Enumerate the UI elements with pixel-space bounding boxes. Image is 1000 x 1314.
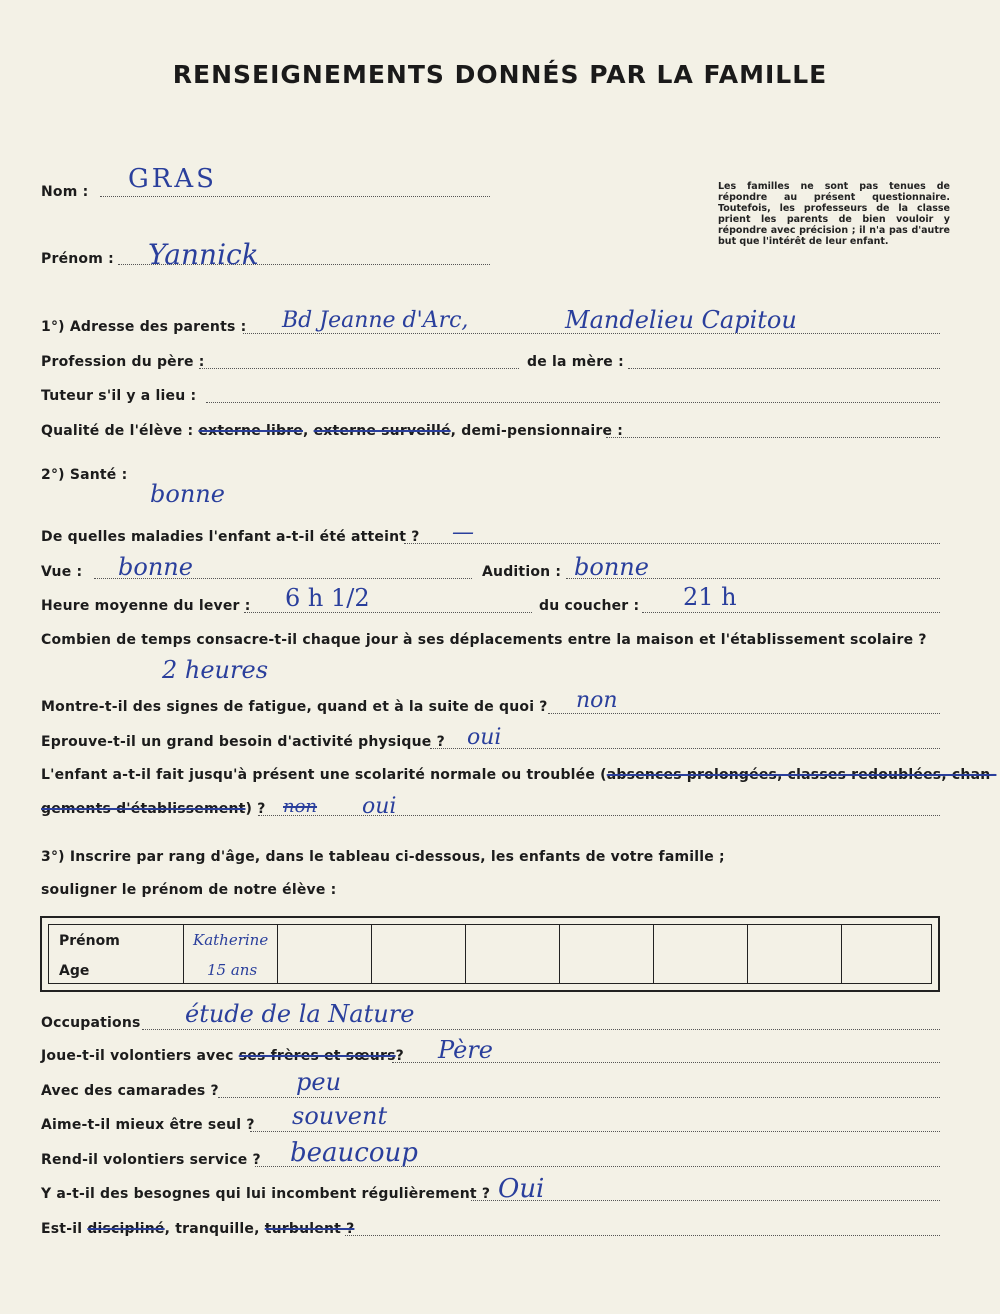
- joue-label-a: Joue-t-il volontiers avec: [41, 1048, 239, 1064]
- maladies-label: De quelles maladies l'enfant a-t-il été atteint ?: [41, 529, 420, 545]
- prenom-value: Yannick: [148, 238, 259, 271]
- discipline-label-b: , tranquille,: [164, 1221, 265, 1237]
- instructions-note: Les familles ne sont pas tenues de répondre au présent questionnaire. Toutefois, les professeurs de la classe prient les parents de bien vouloir y répondre avec précision ; il n'a pas d'autre but que l'intérêt de leur enfant.: [718, 181, 950, 247]
- seul-line: [250, 1131, 940, 1132]
- adresse-value-2: Mandelieu Capitou: [565, 306, 797, 334]
- activite-line: [430, 748, 940, 749]
- lever-label: Heure moyenne du lever :: [41, 598, 251, 614]
- scolarite-value-struck: non: [283, 796, 318, 817]
- child-1-age: 15 ans: [207, 961, 258, 979]
- table-header-prenom: Prénom: [59, 933, 120, 949]
- children-table: [40, 916, 940, 992]
- tuteur-line: [206, 402, 940, 403]
- scolarite-label-line2: [41, 801, 266, 817]
- occupations-line: [142, 1029, 940, 1030]
- adresse-label: 1°) Adresse des parents :: [41, 319, 247, 335]
- table-col-divider: [465, 925, 466, 983]
- deplacements-label: Combien de temps consacre-t-il chaque jour à ses déplacements entre la maison et l'établissement scolaire ?: [41, 632, 927, 648]
- qualite-label-a: Qualité de l'élève :: [41, 423, 199, 439]
- discipline-line: [345, 1235, 940, 1236]
- discipline-label-a: Est-il: [41, 1221, 88, 1237]
- camarades-line: [218, 1097, 940, 1098]
- profession-mere-line: [628, 368, 940, 369]
- child-1-prenom: Katherine: [193, 931, 269, 949]
- audition-value: bonne: [574, 553, 649, 581]
- externe-libre-struck: externe libre: [198, 423, 303, 439]
- lever-value: 6 h 1/2: [285, 584, 370, 612]
- besognes-label: Y a-t-il des besognes qui lui incombent régulièrement ?: [41, 1186, 491, 1202]
- profession-pere-line: [199, 368, 519, 369]
- vue-label: Vue :: [41, 564, 83, 580]
- qualite-label: [41, 423, 623, 439]
- sante-value: bonne: [150, 480, 225, 508]
- table-header-age: Age: [59, 963, 90, 979]
- joue-label-b: ?: [395, 1048, 404, 1064]
- discipline-label: [41, 1221, 354, 1237]
- nom-value: GRAS: [128, 164, 217, 194]
- table-col-divider: [559, 925, 560, 983]
- joue-label: [41, 1048, 404, 1064]
- scolarite-line: [258, 815, 940, 816]
- prenom-label: Prénom :: [41, 251, 114, 267]
- fatigue-line: [548, 713, 940, 714]
- seul-value: souvent: [292, 1102, 388, 1130]
- nom-label: Nom :: [41, 184, 89, 200]
- coucher-line: [642, 612, 940, 613]
- qualite-line: [606, 437, 940, 438]
- fatigue-value: non: [576, 688, 618, 713]
- table-col-divider: [747, 925, 748, 983]
- deplacements-value: 2 heures: [162, 656, 269, 684]
- profession-mere-label: de la mère :: [527, 354, 624, 370]
- rang-label-a: 3°) Inscrire par rang d'âge, dans le tableau ci-dessous, les enfants de votre famille ;: [41, 849, 725, 865]
- activite-value: oui: [467, 725, 502, 750]
- table-col-divider: [653, 925, 654, 983]
- lever-line: [244, 612, 532, 613]
- table-col-divider: [183, 925, 184, 983]
- scolarite-label-a: L'enfant a-t-il fait jusqu'à présent une scolarité normale ou troublée (: [41, 767, 607, 783]
- service-value: beaucoup: [290, 1138, 418, 1168]
- children-table-inner: [48, 924, 932, 984]
- changements-struck: gements d'établissement: [41, 801, 246, 817]
- vue-value: bonne: [118, 553, 193, 581]
- camarades-label: Avec des camarades ?: [41, 1083, 219, 1099]
- coucher-label: du coucher :: [539, 598, 640, 614]
- audition-label: Audition :: [482, 564, 562, 580]
- table-col-divider: [371, 925, 372, 983]
- scolarite-label-c: ) ?: [245, 801, 266, 817]
- besognes-value: Oui: [498, 1174, 545, 1204]
- page-title: RENSEIGNEMENTS DONNÉS PAR LA FAMILLE: [172, 60, 828, 89]
- scolarite-label-line1: [41, 767, 996, 783]
- joue-value: Père: [438, 1036, 493, 1064]
- freres-soeurs-struck: ses frères et sœurs: [238, 1048, 396, 1064]
- seul-label: Aime-t-il mieux être seul ?: [41, 1117, 255, 1133]
- profession-pere-label: Profession du père :: [41, 354, 205, 370]
- externe-surveille-struck: externe surveillé: [313, 423, 451, 439]
- maladies-value: —: [452, 520, 474, 545]
- table-col-divider: [841, 925, 842, 983]
- coucher-value: 21 h: [683, 583, 737, 611]
- occupations-label: Occupations: [41, 1015, 141, 1031]
- turbulent-struck: turbulent ?: [264, 1221, 355, 1237]
- qualite-label-b: , demi-pensionnaire :: [450, 423, 624, 439]
- activite-label: Eprouve-t-il un grand besoin d'activité physique ?: [41, 734, 445, 750]
- absences-struck: absences prolongées, classes redoublées, chan-: [606, 767, 997, 783]
- camarades-value: peu: [296, 1068, 342, 1096]
- maladies-line: [404, 543, 940, 544]
- scolarite-value: oui: [362, 794, 397, 819]
- sante-label: 2°) Santé :: [41, 467, 128, 483]
- rang-label-b: souligner le prénom de notre élève :: [41, 882, 337, 898]
- table-col-divider: [277, 925, 278, 983]
- qualite-sep: ,: [303, 423, 314, 439]
- fatigue-label: Montre-t-il des signes de fatigue, quand et à la suite de quoi ?: [41, 699, 548, 715]
- discipline-struck: discipliné: [87, 1221, 165, 1237]
- adresse-value: Bd Jeanne d'Arc,: [282, 308, 469, 333]
- tuteur-label: Tuteur s'il y a lieu :: [41, 388, 197, 404]
- nom-line: [100, 196, 490, 197]
- service-label: Rend-il volontiers service ?: [41, 1152, 261, 1168]
- occupations-value: étude de la Nature: [185, 1000, 415, 1028]
